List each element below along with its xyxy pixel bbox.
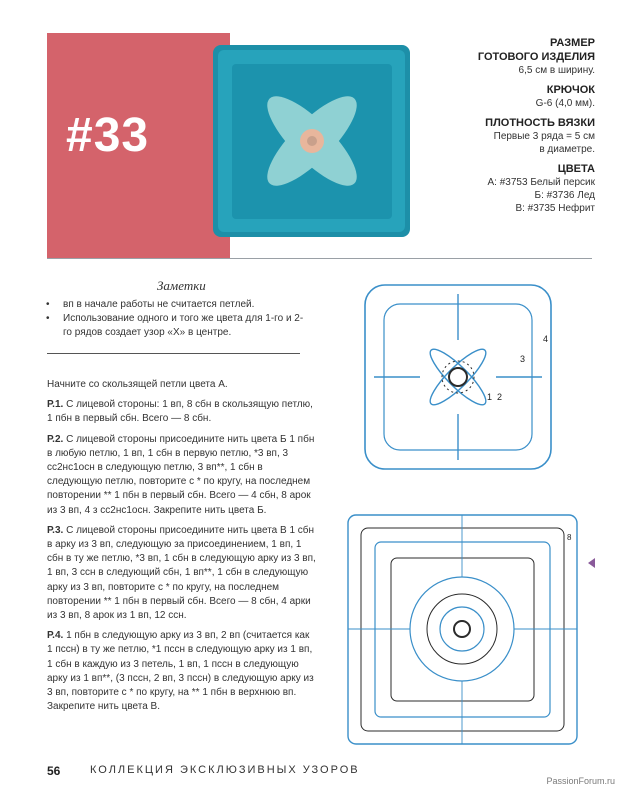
chart-label: 1 (487, 392, 493, 402)
row-text: 1 пбн в следующую арку из 3 вп, 2 вп (считается как 1 пссн) в ту же петлю, *1 пссн в следующую арку из 1 вп, 1 сбн в каждую из 3 петель, 1 вп, 1 пссн в следующую арку из 1 вп**, (3 пссн, 2 вп, 3 пссн) в следующую арку из 3 вп, повторите с * по кругу, на ** 1 пбн в верхнюю вп. Закрепите нить цвета В. (47, 630, 314, 713)
rounds-4-8-chart (345, 512, 580, 747)
notes-item (46, 312, 306, 340)
row-4 (47, 629, 317, 714)
chart-label: 3 (520, 354, 526, 364)
page-arrow-icon (588, 558, 595, 568)
rounds-1-3-chart (362, 282, 554, 472)
color-b: Б: #3736 Лед (534, 190, 595, 201)
gauge-value-2: в диаметре. (539, 144, 595, 155)
row-text: С лицевой стороны присоедините нить цвета В 1 сбн в арку из 3 вп, следующую за присоединением, 1 вп, 1 сбн в ту же петлю, *3 вп, 1 сбн в следующую арку из 3 вп, 1 вп, 3 ссн в следующий сбн, 1 вп**, 1 сбн в следующую арку из 3 вп, повторите с * по кругу, на последнем повторении ** 1 пбн в первый сбн. Всего — 8 сбн, 4 арки из 3 вп, 8 арок из 1 вп, 12 ссн. (47, 524, 316, 622)
row-2 (47, 433, 317, 518)
hook-heading: КРЮЧОК (546, 84, 595, 96)
color-a: А: #3753 Белый персик (487, 177, 595, 188)
notes-title: Заметки (157, 278, 206, 293)
notes-item (46, 298, 306, 312)
row-text: С лицевой стороны: 1 вп, 8 сбн в скользящую петлю, 1 пбн в первый сбн. Всего — 8 сбн. (47, 399, 313, 425)
row-1 (47, 398, 317, 426)
notes-item-text: вп в начале работы не считается петлей. (63, 299, 255, 310)
notes-divider (47, 353, 300, 354)
size-heading-1: РАЗМЕР (549, 37, 595, 49)
instructions (47, 378, 317, 720)
row-label: Р.3. (47, 524, 64, 536)
row-3 (47, 524, 317, 623)
chart-label: 4 (543, 334, 549, 344)
book-title: КОЛЛЕКЦИЯ ЭКСКЛЮЗИВНЫХ УЗОРОВ (90, 764, 360, 776)
chart-label: 2 (497, 392, 503, 402)
pattern-number: #33 (66, 109, 150, 162)
crochet-square-photo (210, 42, 415, 242)
bullet-icon: • (46, 299, 50, 310)
chart-label: 8 (567, 533, 572, 542)
color-c: В: #3735 Нефрит (515, 203, 595, 214)
instructions-intro: Начните со скользящей петли цвета А. (47, 379, 228, 390)
colors-heading: ЦВЕТА (557, 163, 595, 175)
row-label: Р.1. (47, 399, 64, 411)
watermark: PassionForum.ru (546, 776, 615, 786)
page-number: 56 (47, 764, 61, 778)
gauge-value-1: Первые 3 ряда = 5 см (493, 131, 595, 142)
specifications (415, 30, 595, 215)
bullet-icon: • (46, 313, 50, 324)
notes-list (46, 298, 306, 340)
row-label: Р.4. (47, 630, 64, 642)
row-label: Р.2. (47, 433, 64, 445)
size-heading-2: ГОТОВОГО ИЗДЕЛИЯ (477, 51, 595, 63)
gauge-heading: ПЛОТНОСТЬ ВЯЗКИ (485, 117, 595, 129)
notes-item-text: Использование одного и того же цвета для 1-го и 2-го рядов создает узор «Х» в центре. (63, 313, 304, 338)
row-text: С лицевой стороны присоедините нить цвета Б 1 пбн в любую петлю, 1 вп, 1 сбн в первую петлю, *3 вп, 3 сс2нс1осн в следующую петлю, 3 вп**, 1 сбн в следующую петлю, повторите с * по кругу, на последнем повторении ** 1 пбн в первый сбн. Всего — 4 сбн, 8 арок из 3 вп, 4 з сс2нс1осн. Закрепите нить цвета Б. (47, 433, 315, 516)
header-divider (47, 258, 592, 259)
size-value: 6,5 см в ширину. (518, 65, 595, 76)
hook-value: G-6 (4,0 мм). (535, 98, 595, 109)
